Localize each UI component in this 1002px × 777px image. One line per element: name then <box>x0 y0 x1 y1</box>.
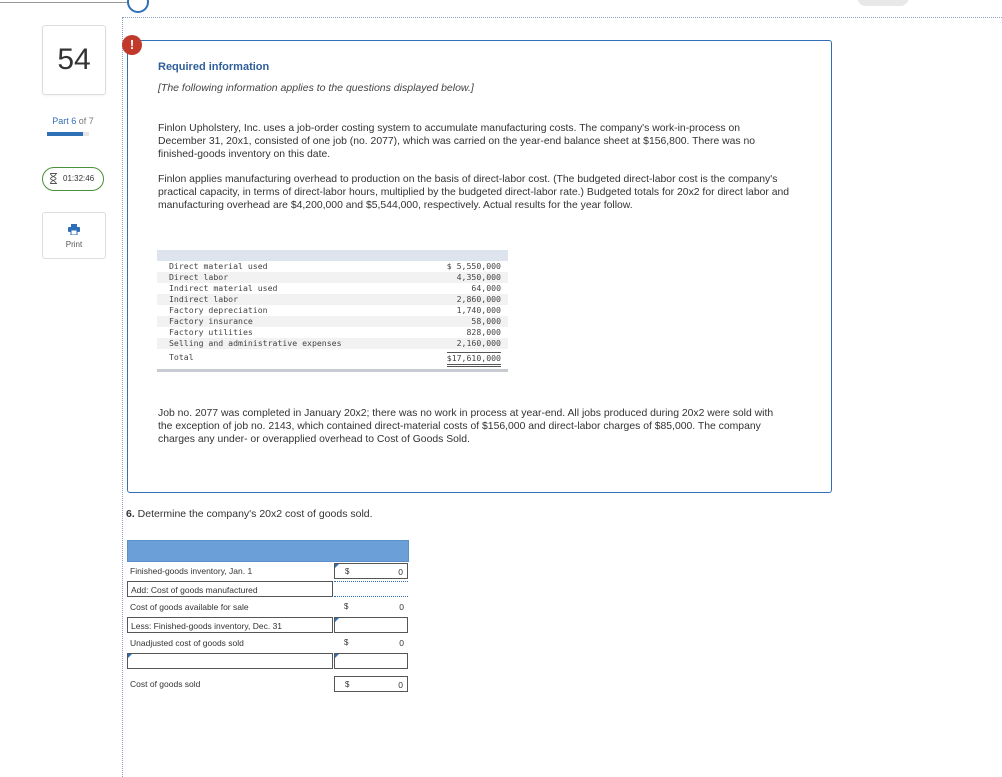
worksheet-row <box>127 563 409 580</box>
row-label: Cost of goods available for sale <box>130 602 249 612</box>
row-label: Finished-goods inventory, Jan. 1 <box>130 566 253 576</box>
row-value: $ 5,550,000 <box>446 261 501 271</box>
part-progress-bar <box>47 132 89 136</box>
question-text: Determine the company's 20x2 cost of goods sold. <box>134 508 373 520</box>
row-value: 828,000 <box>466 327 501 337</box>
table-header <box>157 250 508 261</box>
question-number-card <box>42 25 106 95</box>
printer-icon <box>68 224 80 235</box>
row-label: Total <box>169 352 194 362</box>
row-label: Unadjusted cost of goods sold <box>130 638 244 648</box>
part-of-label: of 7 <box>76 116 94 126</box>
worksheet-row <box>127 676 409 693</box>
row-value: $17,610,000 <box>447 352 501 367</box>
worksheet-row <box>127 635 409 652</box>
label-input[interactable]: Less: Finished-goods inventory, Dec. 31 <box>127 617 333 633</box>
question-number: 54 <box>57 43 91 76</box>
row-value: 2,860,000 <box>456 294 501 304</box>
frame-top-divider <box>122 17 1002 18</box>
info-icon[interactable] <box>127 0 149 13</box>
row-label: Direct material used <box>169 261 268 271</box>
amount-cell <box>334 599 408 615</box>
top-border <box>0 0 1002 4</box>
info-paragraph-3: Job no. 2077 was completed in January 20x2; there was no work in process at year-end. All jobs produced during 20x2 were sold with the exception of job no. 2143, which contained direct-material costs of $156,000 and direct-labor charges of $85,000. The company charges any under- or overapplied overhead to Cost of Goods Sold. <box>158 408 774 445</box>
row-value: 58,000 <box>471 316 501 326</box>
print-label: Print <box>65 240 83 249</box>
part-label: Part 6 <box>52 116 77 126</box>
amount-value: 0 <box>399 602 404 612</box>
table-row <box>157 327 508 338</box>
information-note: [The following information applies to the questions displayed below.] <box>158 82 474 94</box>
currency-symbol: $ <box>345 680 350 689</box>
table-row <box>157 294 508 305</box>
part-progress-fill <box>47 132 83 136</box>
info-paragraph-1: Finlon Upholstery, Inc. uses a job-order costing system to accumulate manufacturing costs. The company's work-in-process on December 31, 20x1, consisted of one job (no. 2077), which was carried on the year-end balance sheet at $156,800. There was no finished-goods inventory on this date. <box>158 123 756 160</box>
timer-value: 01:32:46 <box>63 174 95 183</box>
table-row-total <box>157 352 508 363</box>
table-row <box>157 283 508 294</box>
row-value: 4,350,000 <box>456 272 501 282</box>
amount-value: 0 <box>398 567 403 577</box>
frame-left-divider <box>122 17 123 777</box>
worksheet-row <box>127 599 409 616</box>
row-label: Cost of goods sold <box>130 679 201 689</box>
timer-badge[interactable] <box>42 167 104 191</box>
row-label: Selling and administrative expenses <box>169 338 342 348</box>
row-label: Factory insurance <box>169 316 253 326</box>
print-button[interactable] <box>42 212 106 259</box>
row-value: 1,740,000 <box>456 305 501 315</box>
amount-cell <box>334 635 408 651</box>
amount-input[interactable] <box>334 563 408 579</box>
question-part-number: 6. <box>126 508 135 520</box>
worksheet-row <box>127 581 409 598</box>
worksheet-row <box>127 617 409 634</box>
worksheet-row <box>127 653 409 670</box>
amount-value: 0 <box>398 680 403 690</box>
amount-cell <box>334 676 408 692</box>
currency-symbol: $ <box>344 602 349 611</box>
part-indicator <box>42 116 104 126</box>
table-row <box>157 272 508 283</box>
worksheet-header <box>127 540 409 562</box>
row-value: 2,160,000 <box>456 338 501 348</box>
currency-symbol: $ <box>345 567 350 576</box>
amount-input[interactable] <box>334 653 408 669</box>
question-prompt <box>126 508 373 520</box>
row-label: Factory depreciation <box>169 305 268 315</box>
info-paragraph-2: Finlon applies manufacturing overhead to production on the basis of direct-labor cost. (The budgeted direct-labor cost is the company's practical capacity, in terms of direct-labor hours, multiplied by the budgeted direct-labor rate.) Budgeted totals for 20x2 for direct labor and manufacturing overhead are $4,200,000 and $5,544,000, respectively. Actual results for the year follow. <box>158 174 790 211</box>
amount-input[interactable] <box>334 581 408 597</box>
table-row <box>157 305 508 316</box>
row-label: Indirect material used <box>169 283 278 293</box>
alert-icon: ! <box>122 35 142 55</box>
table-row <box>157 338 508 349</box>
hourglass-icon <box>49 173 58 184</box>
currency-symbol: $ <box>344 638 349 647</box>
amount-value: 0 <box>399 638 404 648</box>
row-value: 64,000 <box>471 283 501 293</box>
label-input[interactable] <box>127 653 333 669</box>
table-row <box>157 261 508 272</box>
table-row <box>157 316 508 327</box>
row-label: Factory utilities <box>169 327 253 337</box>
row-label: Direct labor <box>169 272 229 282</box>
row-label: Indirect labor <box>169 294 239 304</box>
required-information-heading: Required information <box>158 61 270 73</box>
label-input[interactable]: Add: Cost of goods manufactured <box>127 581 333 597</box>
top-control-pill[interactable] <box>857 0 909 6</box>
actual-results-table <box>157 250 508 372</box>
amount-input[interactable] <box>334 617 408 633</box>
answer-worksheet <box>127 540 409 693</box>
